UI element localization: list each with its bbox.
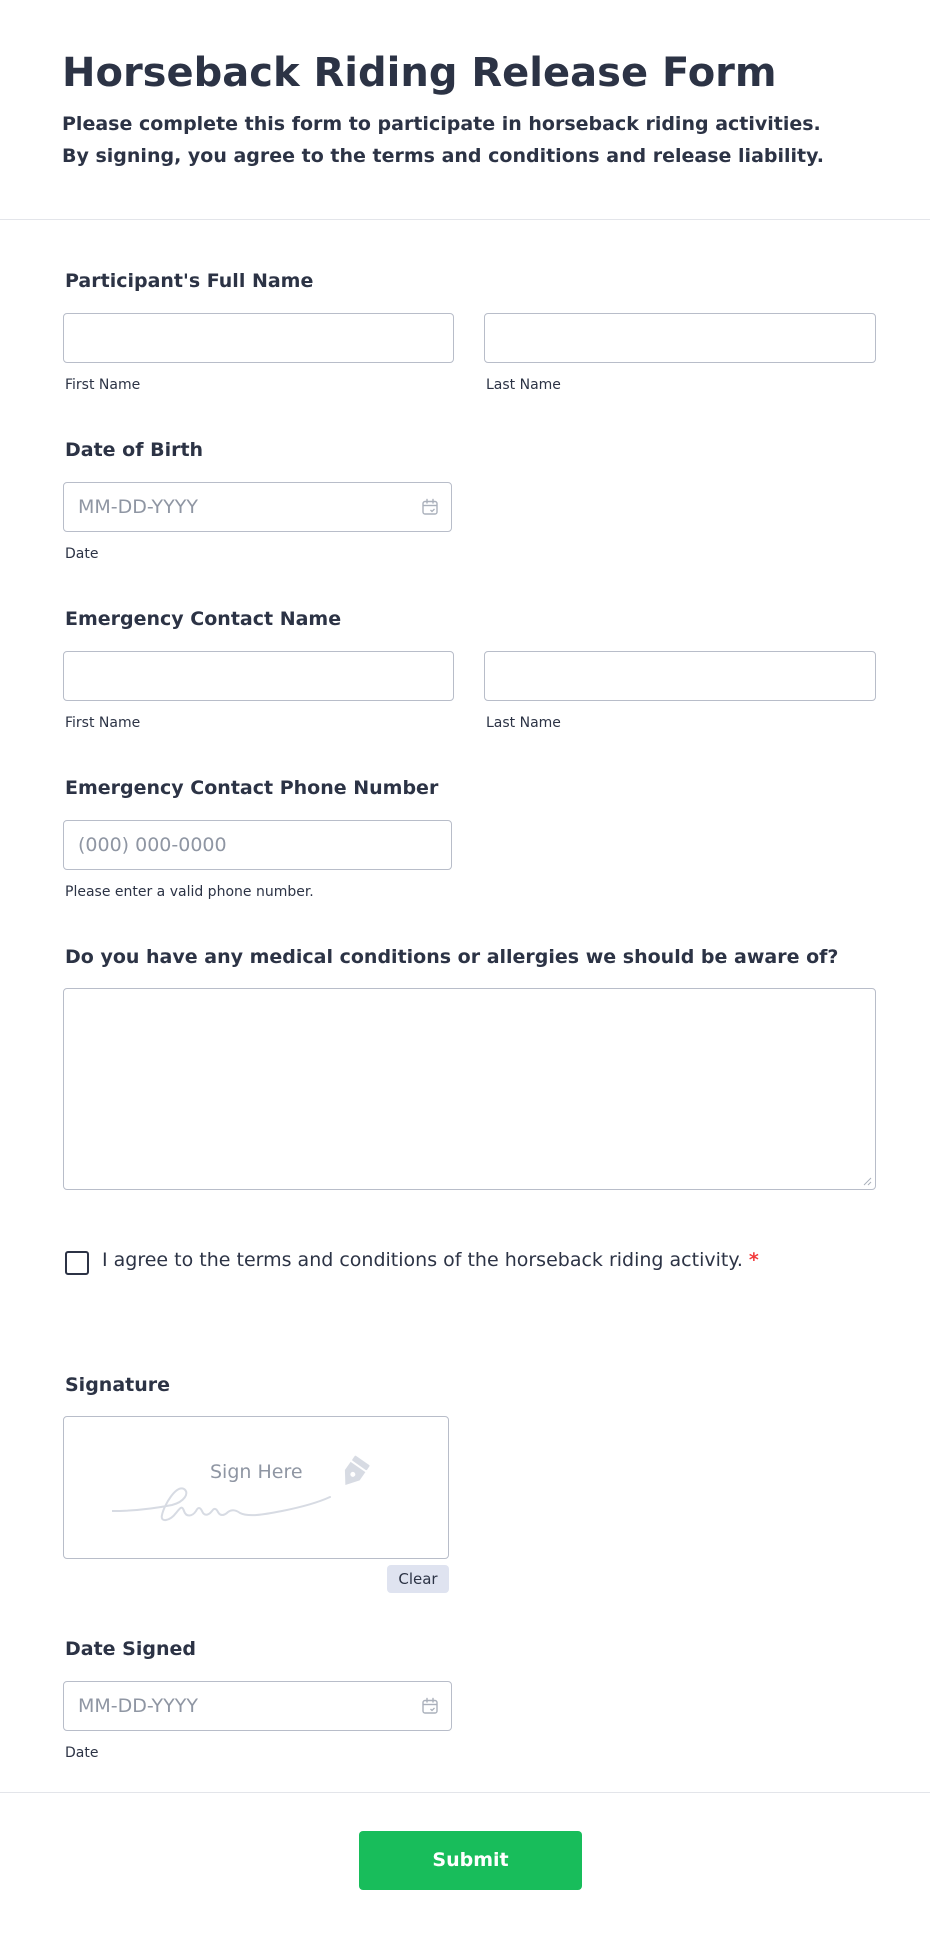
date-of-birth-placeholder: MM-DD-YYYY <box>78 496 198 518</box>
calendar-icon[interactable] <box>421 1697 439 1715</box>
date-of-birth-label: Date of Birth <box>65 439 204 461</box>
required-asterisk: * <box>748 1249 759 1271</box>
date-signed-sublabel: Date <box>65 1745 99 1761</box>
date-of-birth-input[interactable] <box>63 482 452 532</box>
emergency-first-name-sublabel: First Name <box>65 715 141 731</box>
emergency-last-name-input[interactable] <box>484 651 876 701</box>
date-signed-input[interactable] <box>63 1681 452 1731</box>
participant-name-label: Participant's Full Name <box>65 270 314 292</box>
agreement-label-container[interactable] <box>102 1249 759 1271</box>
emergency-phone-label: Emergency Contact Phone Number <box>65 777 439 799</box>
agreement-checkbox[interactable] <box>65 1251 89 1275</box>
form-subtitle: Please complete this form to participate in horseback riding activities. By signing, you agree to the terms and conditions and release liability. <box>62 113 824 167</box>
date-signed-placeholder: MM-DD-YYYY <box>78 1695 198 1717</box>
emergency-last-name-sublabel: Last Name <box>486 715 561 731</box>
resize-grip-icon[interactable] <box>862 1176 872 1186</box>
signature-label: Signature <box>65 1374 171 1396</box>
participant-last-name-input[interactable] <box>484 313 876 363</box>
date-signed-label: Date Signed <box>65 1638 196 1660</box>
form-title: Horseback Riding Release Form <box>62 50 777 96</box>
signature-placeholder: Sign Here <box>210 1461 303 1483</box>
emergency-phone-placeholder: (000) 000-0000 <box>78 834 227 856</box>
participant-first-name-sublabel: First Name <box>65 377 141 393</box>
footer-divider <box>0 1792 930 1793</box>
emergency-phone-input[interactable] <box>63 820 452 870</box>
agreement-label: I agree to the terms and conditions of the horseback riding activity. <box>102 1249 743 1271</box>
calendar-icon[interactable] <box>421 498 439 516</box>
emergency-phone-sublabel: Please enter a valid phone number. <box>65 884 314 900</box>
emergency-first-name-input[interactable] <box>63 651 454 701</box>
submit-button[interactable]: Submit <box>359 1831 582 1890</box>
date-of-birth-sublabel: Date <box>65 546 99 562</box>
participant-first-name-input[interactable] <box>63 313 454 363</box>
participant-last-name-sublabel: Last Name <box>486 377 561 393</box>
medical-conditions-label: Do you have any medical conditions or allergies we should be aware of? <box>65 946 839 968</box>
emergency-contact-name-label: Emergency Contact Name <box>65 608 342 630</box>
form-header <box>0 0 930 220</box>
medical-conditions-textarea[interactable] <box>63 988 876 1190</box>
clear-signature-button[interactable]: Clear <box>387 1565 449 1593</box>
signature-pad[interactable] <box>63 1416 449 1559</box>
